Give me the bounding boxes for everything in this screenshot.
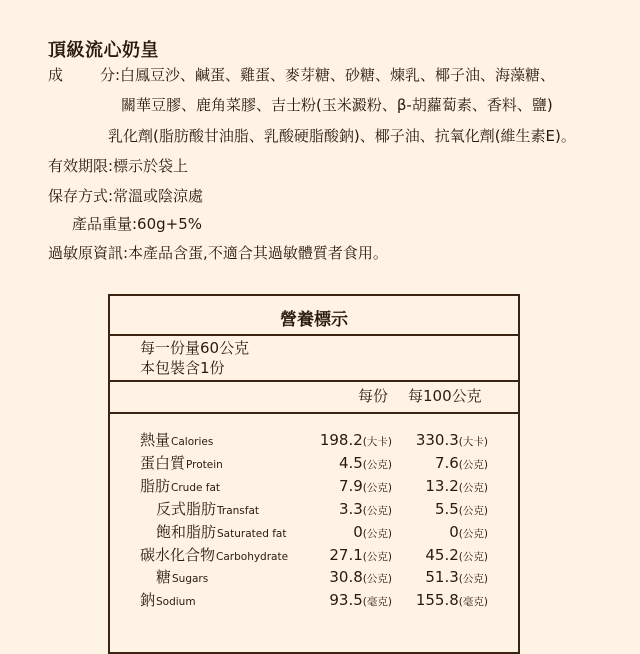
nutrient-row xyxy=(110,567,518,590)
nutrient-name-zh: 反式脂肪 xyxy=(156,499,217,518)
nutrient-row xyxy=(110,545,518,568)
value-per-100g xyxy=(435,453,488,475)
value-per-100g-number: 5.5 xyxy=(434,499,459,518)
nutrient-name xyxy=(140,430,213,452)
ingredients-line-3: 乳化劑(脂肪酸甘油脂、乳酸硬脂酸鈉)、椰子油、抗氧化劑(維生素E)。 xyxy=(108,127,576,145)
nutrient-row xyxy=(110,499,518,522)
ingredients-line-1: :白鳳豆沙、鹹蛋、雞蛋、麥芽糖、砂糖、煉乳、椰子油、海藻糖、 xyxy=(115,66,556,84)
value-per-serving-unit: (毫克) xyxy=(362,596,392,609)
value-per-serving-unit: (大卡) xyxy=(362,436,392,448)
value-per-serving xyxy=(329,590,392,612)
nutrient-name xyxy=(140,590,196,612)
value-per-100g-number: 45.2 xyxy=(425,545,459,564)
value-per-serving-number: 4.5 xyxy=(338,453,363,472)
value-per-100g-unit: (公克) xyxy=(458,550,488,563)
nutrient-name-zh: 蛋白質 xyxy=(140,453,186,472)
value-per-serving-number: 93.5 xyxy=(329,591,363,610)
nutrition-table xyxy=(108,294,520,654)
nutrient-name-en: Protein xyxy=(186,458,223,471)
nutrient-row xyxy=(110,590,518,613)
value-per-100g-unit: (大卡) xyxy=(458,436,488,448)
value-per-serving xyxy=(339,499,392,521)
nutrient-name-zh: 脂肪 xyxy=(140,476,171,495)
nutrient-name xyxy=(156,567,208,589)
nutrient-name-en: Sugars xyxy=(172,573,209,586)
nutrient-name xyxy=(156,499,259,521)
expiry-info: 有效期限:標示於袋上 xyxy=(48,157,189,175)
value-per-serving-number: 27.1 xyxy=(329,545,363,564)
ingredients-label-char-1: 成 xyxy=(48,66,64,84)
nutrient-name-en: Sodium xyxy=(156,596,196,609)
value-per-serving-unit: (公克) xyxy=(362,481,392,494)
nutrient-name xyxy=(140,476,220,498)
allergen-info: 過敏原資訊:本產品含蛋,不適合其過敏體質者食用。 xyxy=(48,244,388,262)
value-per-serving xyxy=(329,567,392,589)
value-per-100g-number: 13.2 xyxy=(425,476,459,495)
nutrient-name xyxy=(140,453,223,475)
nutrient-row xyxy=(110,476,518,499)
nutrient-name-zh: 飽和脂肪 xyxy=(156,522,217,541)
value-per-100g xyxy=(416,590,488,612)
nutrient-name xyxy=(156,522,286,544)
value-per-100g-unit: (公克) xyxy=(458,527,488,540)
value-per-serving xyxy=(353,522,392,544)
value-per-100g xyxy=(435,499,488,521)
value-per-100g-unit: (公克) xyxy=(458,458,488,471)
value-per-serving-unit: (公克) xyxy=(362,527,392,540)
nutrient-row xyxy=(110,453,518,476)
nutrient-name-zh: 碳水化合物 xyxy=(140,545,216,564)
value-per-serving-number: 3.3 xyxy=(338,499,363,518)
value-per-100g xyxy=(425,545,488,567)
nutrient-name-en: Saturated fat xyxy=(217,527,287,540)
value-per-serving xyxy=(339,476,392,498)
nutrient-row xyxy=(110,522,518,545)
value-per-100g-number: 330.3 xyxy=(415,431,459,449)
value-per-serving xyxy=(320,430,392,452)
column-header-per-serving: 每份 xyxy=(358,387,389,405)
nutrient-name-en: Calories xyxy=(171,436,214,448)
value-per-serving-number: 0 xyxy=(353,522,363,541)
table-divider xyxy=(110,412,518,414)
value-per-100g-unit: (公克) xyxy=(458,481,488,494)
storage-info: 保存方式:常溫或陰涼處 xyxy=(48,187,204,205)
ingredients-label-char-2: 分 xyxy=(100,66,116,84)
value-per-100g-number: 7.6 xyxy=(434,453,459,472)
nutrient-row xyxy=(110,430,518,453)
value-per-serving xyxy=(339,453,392,475)
value-per-100g-unit: (公克) xyxy=(458,573,488,586)
ingredients-line-2: 關華豆膠、鹿角菜膠、吉士粉(玉米澱粉、β-胡蘿蔔素、香料、鹽) xyxy=(121,96,553,114)
nutrition-table-title: 營養標示 xyxy=(280,310,348,330)
nutrient-name-zh: 熱量 xyxy=(140,431,171,449)
nutrient-name-en: Transfat xyxy=(217,504,260,517)
serving-size: 每一份量60公克 xyxy=(140,339,250,357)
nutrient-name-zh: 糖 xyxy=(156,568,172,587)
nutrient-name-en: Crude fat xyxy=(171,481,221,494)
servings-per-pack: 本包裝含1份 xyxy=(140,359,225,377)
value-per-100g xyxy=(449,522,488,544)
nutrient-name-en: Carbohydrate xyxy=(216,550,289,563)
value-per-serving-unit: (公克) xyxy=(362,504,392,517)
value-per-serving-number: 7.9 xyxy=(338,476,363,495)
value-per-100g-number: 0 xyxy=(449,522,459,541)
value-per-100g-number: 155.8 xyxy=(415,591,459,610)
column-header-per-100g: 每100公克 xyxy=(408,387,482,405)
weight-info: 產品重量:60g+5% xyxy=(72,215,203,233)
value-per-100g xyxy=(425,567,488,589)
product-title: 頂級流心奶皇 xyxy=(48,40,159,61)
table-divider xyxy=(110,380,518,382)
value-per-100g-unit: (公克) xyxy=(458,504,488,517)
nutrition-table-header xyxy=(110,296,518,336)
value-per-100g xyxy=(416,430,488,452)
nutrient-name-zh: 鈉 xyxy=(140,591,156,610)
value-per-serving xyxy=(329,545,392,567)
value-per-100g-number: 51.3 xyxy=(425,568,459,587)
value-per-100g xyxy=(425,476,488,498)
value-per-serving-unit: (公克) xyxy=(362,573,392,586)
value-per-serving-unit: (公克) xyxy=(362,550,392,563)
value-per-serving-number: 30.8 xyxy=(329,568,363,587)
nutrient-name xyxy=(140,545,288,567)
value-per-serving-unit: (公克) xyxy=(362,458,392,471)
value-per-100g-unit: (毫克) xyxy=(458,596,488,609)
value-per-serving-number: 198.2 xyxy=(319,431,363,449)
